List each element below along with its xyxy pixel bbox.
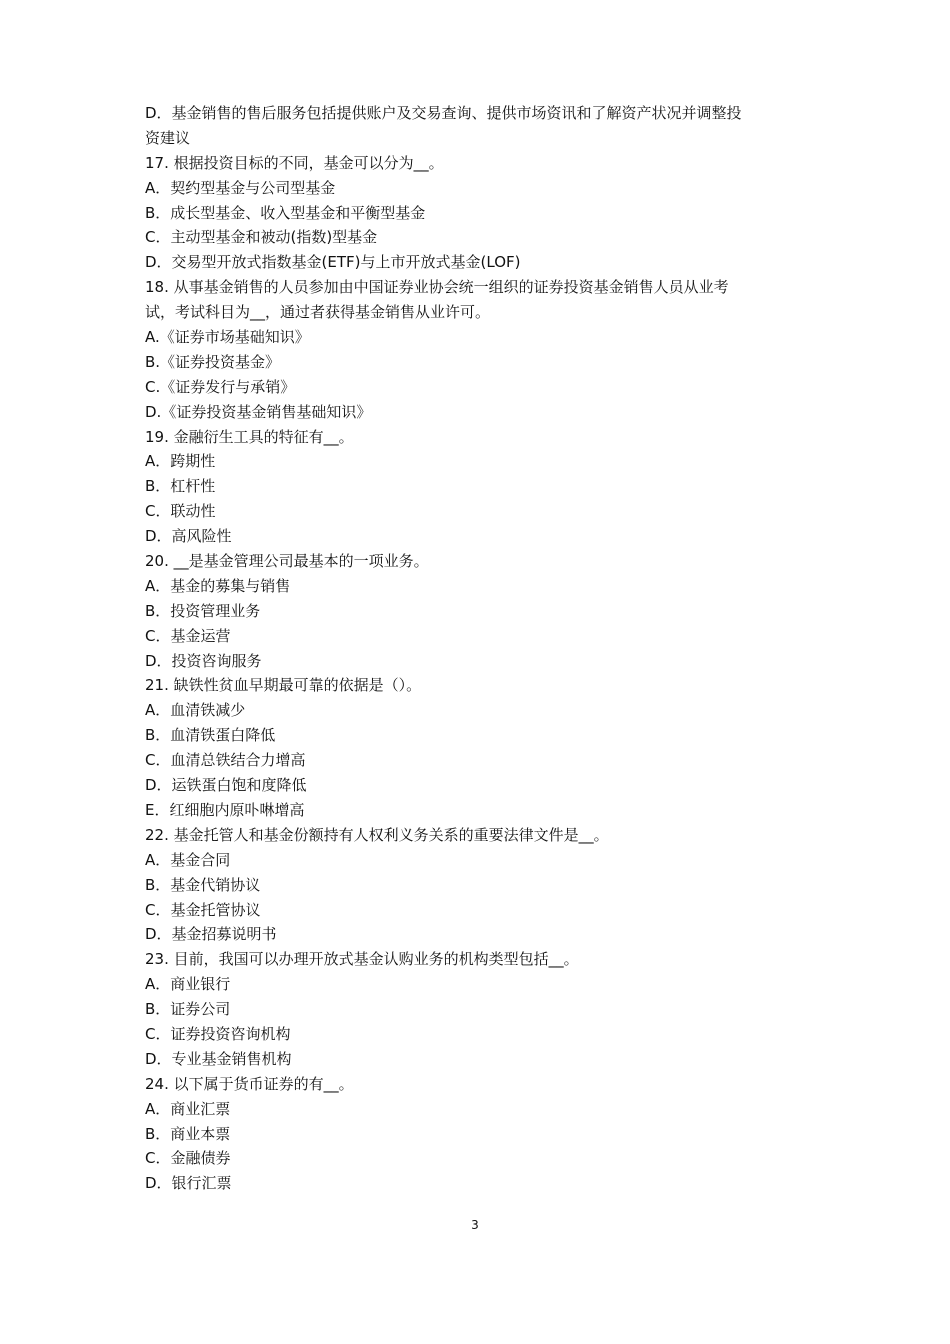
text-line: 19. 金融衍生工具的特征有__。 (145, 427, 354, 446)
text-line: C．证券投资咨询机构 (145, 1024, 291, 1043)
text-line: A．基金合同 (145, 850, 231, 869)
text-line: A．商业汇票 (145, 1099, 231, 1118)
text-line: C．基金运营 (145, 626, 231, 645)
text-line: C．基金托管协议 (145, 900, 261, 919)
text-line: B．基金代销协议 (145, 875, 261, 894)
text-line: A．商业银行 (145, 975, 231, 994)
text-line: D．专业基金销售机构 (145, 1049, 292, 1068)
text-line: 20. __是基金管理公司最基本的一项业务。 (145, 552, 429, 571)
text-line: D．基金招募说明书 (145, 925, 277, 944)
text-line: B．证券公司 (145, 1000, 231, 1019)
text-line: B．杠杆性 (145, 477, 216, 496)
text-line: D.《证券投资基金销售基础知识》 (145, 402, 372, 421)
text-line: D．高风险性 (145, 527, 232, 546)
text-line: A.《证券市场基础知识》 (145, 328, 310, 347)
text-line: A．血清铁减少 (145, 701, 246, 720)
text-line: C．金融债券 (145, 1149, 231, 1168)
text-line: 21. 缺铁性贫血早期最可靠的依据是（）。 (145, 676, 422, 695)
text-line: C．联动性 (145, 502, 216, 521)
text-line: B．成长型基金、收入型基金和平衡型基金 (145, 203, 426, 222)
text-line: D．交易型开放式指数基金(ETF)与上市开放式基金(LOF) (145, 253, 521, 272)
text-line: A．契约型基金与公司型基金 (145, 178, 336, 197)
text-line: 23. 目前，我国可以办理开放式基金认购业务的机构类型包括__。 (145, 950, 579, 969)
text-line: D．投资咨询服务 (145, 651, 262, 670)
page-number: 3 (471, 1218, 479, 1232)
text-line: D．运铁蛋白饱和度降低 (145, 776, 307, 795)
text-line: 18. 从事基金销售的人员参加由中国证券业协会统一组织的证券投资基金销售人员从业考 (145, 278, 729, 297)
text-line: A．跨期性 (145, 452, 216, 471)
text-line: 24. 以下属于货币证券的有__。 (145, 1074, 354, 1093)
text-line: C．主动型基金和被动(指数)型基金 (145, 228, 378, 247)
text-line: 资建议 (145, 128, 191, 147)
text-line: B.《证券投资基金》 (145, 352, 281, 371)
text-line: D．银行汇票 (145, 1174, 232, 1193)
text-line: C．血清总铁结合力增高 (145, 751, 306, 770)
text-line: E．红细胞内原卟啉增高 (145, 800, 305, 819)
text-line: 17. 根据投资目标的不同，基金可以分为__。 (145, 153, 444, 172)
text-line: 试，考试科目为__，通过者获得基金销售从业许可。 (145, 303, 491, 322)
text-line: A．基金的募集与销售 (145, 576, 291, 595)
text-line: B．血清铁蛋白降低 (145, 726, 276, 745)
text-line: B．商业本票 (145, 1124, 231, 1143)
text-line: D．基金销售的售后服务包括提供账户及交易查询、提供市场资讯和了解资产状况并调整投 (145, 104, 742, 122)
text-line: B．投资管理业务 (145, 601, 261, 620)
page-content (145, 101, 815, 1196)
text-line: C.《证券发行与承销》 (145, 377, 296, 396)
text-line: 22. 基金托管人和基金份额持有人权利义务关系的重要法律文件是__。 (145, 825, 609, 844)
